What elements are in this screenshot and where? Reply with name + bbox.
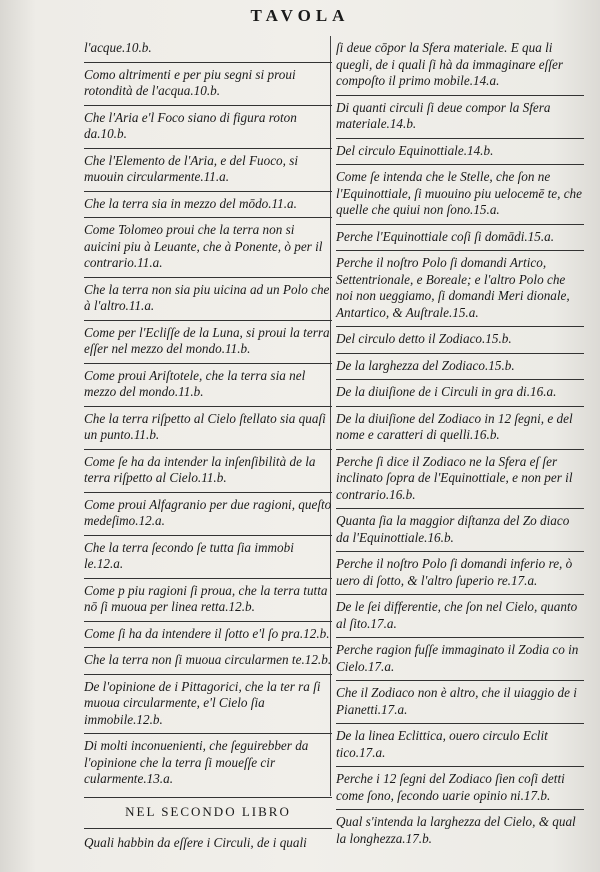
index-entry: Che la terra riſpetto al Cielo ſtellato sia quaſi un punto.11.b. [84, 411, 332, 450]
index-entry: Del circulo detto il Zodiaco.15.b. [336, 331, 584, 354]
page-header: TAVOLA [250, 6, 350, 25]
index-entry: Come proui Ariſtotele, che la terra sia nel mezzo del mondo.11.b. [84, 368, 332, 407]
index-entry: Come Tolomeo proui che la terra non si auicini piu à Leuante, che à Ponente, ò per il contrario.11.a. [84, 222, 332, 278]
index-entry: Quanta ſia la maggior diſtanza del Zo diaco da l'Equinottiale.16.b. [336, 513, 584, 552]
index-entry: Di molti inconuenienti, che ſeguirebber da l'opinione che la terra ſi moueſſe cir cularmente.13.a. [84, 738, 309, 786]
index-entry: Che l'Aria e'l Foco siano di figura roton da.10.b. [84, 110, 332, 149]
index-entry: Perche il noſtro Polo ſi domandi inferio re, ò uero di ſotto, & l'altro ſuperio re.17.a. [336, 556, 584, 595]
index-entry: De la diuiſione del Zodiaco in 12 ſegni, e del nome e caratteri di quelli.16.b. [336, 411, 584, 450]
index-entry: ſi deue cōpor la Sfera materiale. E qua li quegli, de i quali ſi hà da immaginare eſſer compoſto il primo mobile.14.a. [336, 40, 584, 96]
left-column [84, 40, 332, 860]
right-column [336, 40, 584, 856]
index-entry: De la linea Eclittica, ouero circulo Eclit tico.17.a. [336, 728, 584, 767]
index-entry: Che la terra non sia piu uicina ad un Polo che à l'altro.11.a. [84, 282, 332, 321]
index-entry: De la diuiſione de i Circuli in gra di.16.a. [336, 384, 584, 407]
index-entry: Che la terra sia in mezzo del mōdo.11.a. [84, 196, 332, 219]
section-heading: NEL SECONDO LIBRO [84, 797, 332, 829]
index-entry: Perche l'Equinottiale coſi ſi domādi.15.a. [336, 229, 584, 252]
index-entry: Che il Zodiaco non è altro, che il uiaggio de i Pianetti.17.a. [336, 685, 584, 724]
index-entry: De l'opinione de i Pittagorici, che la ter ra ſi muoua circularmente, e'l Cielo ſia immobile.12.b. [84, 679, 332, 735]
index-entry: Come ſe intenda che le Stelle, che ſon ne l'Equinottiale, ſi muouino piu uelocemē te, che quelle che quiui non ſono.15.a. [336, 169, 584, 225]
index-entry: Perche i 12 ſegni del Zodiaco ſien coſi detti come ſono, ſecondo uarie opinio ni.17.b. [336, 771, 584, 810]
index-entry: Che l'Elemento de l'Aria, e del Fuoco, si muouin circularmente.11.a. [84, 153, 332, 192]
index-entry: De le ſei differentie, che ſon nel Cielo, quanto al ſito.17.a. [336, 599, 584, 638]
index-entry: Di quanti circuli ſi deue compor la Sfera materiale.14.b. [336, 100, 584, 139]
index-entry: De la larghezza del Zodiaco.15.b. [336, 358, 584, 381]
index-entry: Qual s'intenda la larghezza del Cielo, & qual la longhezza.17.b. [336, 814, 576, 846]
index-entry: Che la terra non ſi muoua circularmen te.12.b. [84, 652, 332, 675]
index-entry: Como altrimenti e per piu segni si proui rotondità de l'acqua.10.b. [84, 67, 332, 106]
index-entry: Come ſi ha da intendere il ſotto e'l ſo pra.12.b. [84, 626, 332, 649]
index-entry: Come per l'Ecliſſe de la Luna, si proui la terra eſſer nel mezzo del mondo.11.b. [84, 325, 332, 364]
index-entry: Quali habbin da eſſere i Circuli, de i quali [84, 834, 307, 850]
index-entry: Del circulo Equinottiale.14.b. [336, 143, 584, 166]
index-entry: Come ſe ha da intender la inſenſibilità de la terra riſpetto al Cielo.11.b. [84, 454, 332, 493]
index-entry: Come proui Alfagranio per due ragioni, queſto medeſimo.12.a. [84, 497, 332, 536]
index-entry: Come p piu ragioni ſi proua, che la terra tutta nō ſi muoua per linea retta.12.b. [84, 583, 332, 622]
index-entry: Che la terra ſecondo ſe tutta ſia immobi le.12.a. [84, 540, 332, 579]
index-entry: Perche il noſtro Polo ſi domandi Artico, Settentrionale, e Boreale; e l'altro Polo che noi non ueggiamo, ſi domandi Meri dionale, Antartico, & Auſtrale.15.a. [336, 255, 584, 327]
index-entry: Perche ſi dice il Zodiaco ne la Sfera eſ ſer inclinato ſopra de l'Equinottiale, e non per il contrario.16.b. [336, 454, 584, 510]
index-entry: Perche ragion fuſſe immaginato il Zodia co in Cielo.17.a. [336, 642, 584, 681]
index-entry: l'acque.10.b. [84, 40, 332, 63]
